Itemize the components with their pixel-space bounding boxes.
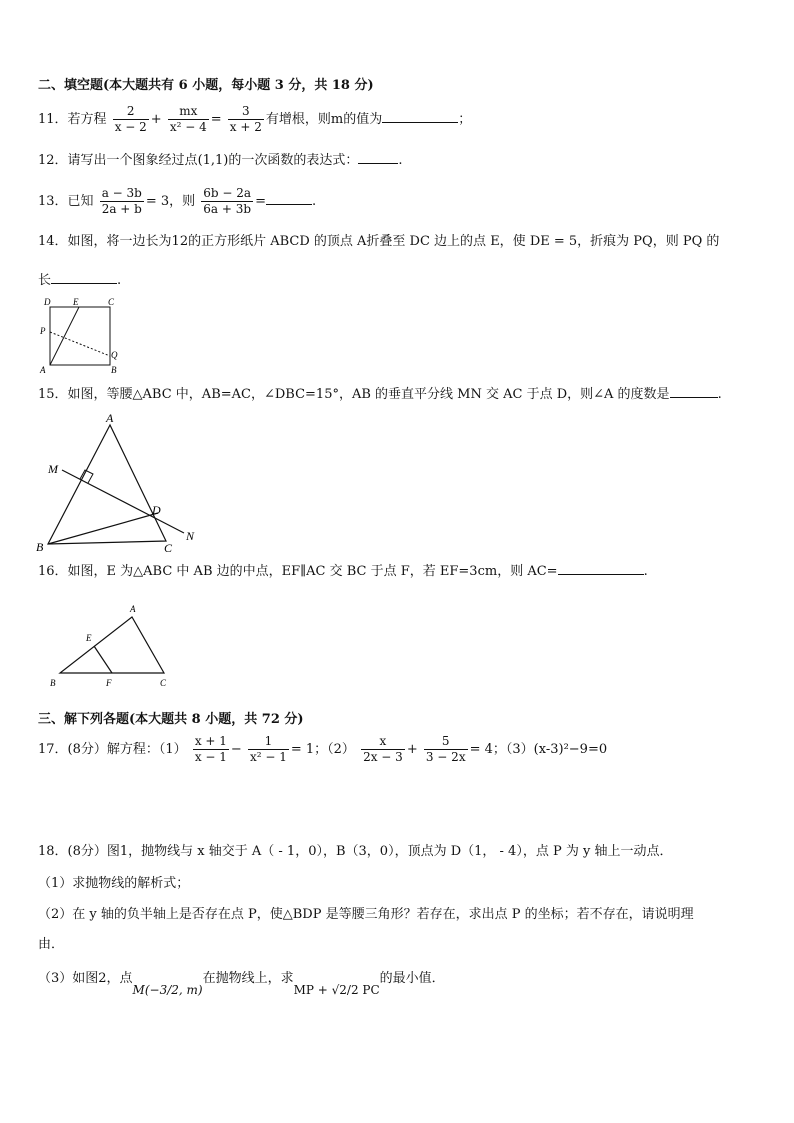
- label-c: C: [108, 297, 115, 307]
- min-expression: MP + √2/2 PC: [293, 983, 380, 997]
- segment-bd: [48, 513, 158, 544]
- question-14-line-2: [38, 272, 121, 289]
- question-17: [38, 734, 607, 765]
- segment-ef: [94, 646, 112, 673]
- question-15: [38, 386, 722, 403]
- q13-fraction-1: $\frac{a - 3b}{2a + b}$: [101, 186, 142, 216]
- q12-text-b: 的一次函数的表达式：: [228, 153, 359, 168]
- q13-number: 13．: [38, 194, 68, 209]
- q11-answer-blank[interactable]: [382, 111, 458, 123]
- question-18-part-2-cont: 由．: [38, 937, 65, 952]
- q16-text: 如图，E 为△ABC 中 AB 边的中点，EF∥AC 交 BC 于点 F，若 EF=3cm，则 AC=: [67, 564, 558, 579]
- question-13: [38, 186, 316, 217]
- q15-text: 如图，等腰△ABC 中，AB=AC，∠DBC=15°，AB 的垂直平分线 MN 交 AC 于点 D，则∠A 的度数是: [67, 387, 670, 402]
- q17-number: 17．: [38, 742, 68, 757]
- q14-square-figure: [36, 296, 126, 376]
- q17-fraction-3: $\frac{x}{2x - 3}$: [363, 734, 403, 764]
- q11-equals: =: [210, 112, 222, 127]
- point-m-expression: M(−3/2, m): [132, 983, 203, 997]
- q13-equals: =: [255, 194, 266, 209]
- q17-plus: +: [406, 742, 418, 757]
- q14-end: .: [117, 273, 122, 288]
- right-angle-mark: [80, 470, 93, 483]
- q17-fraction-1: $\frac{x + 1}{x - 1}$: [194, 734, 227, 764]
- question-18-line-1: [38, 844, 672, 860]
- label-d: D: [44, 297, 51, 307]
- label-a: A: [106, 411, 114, 425]
- q18-part-3-prefix: （3）如图2，点: [38, 971, 133, 986]
- q18-number: 18．: [38, 844, 68, 859]
- q18-part-3-end: 的最小值．: [379, 971, 445, 986]
- label-m: M: [48, 462, 58, 476]
- q13-end: .: [312, 194, 317, 209]
- label-e: E: [86, 633, 92, 643]
- label-a: A: [40, 365, 46, 375]
- q17-fraction-4: $\frac{5}{3 - 2x}$: [425, 734, 466, 764]
- q17-part-3: = 4；（3）(x-3)²−9=0: [469, 742, 608, 757]
- q18-intro: (8分）图1，抛物线与 x 轴交于 A（ - 1，0），B（3，0），顶点为 D（1， - 4），点 P 为 y 轴上一动点．: [67, 844, 673, 859]
- question-18-part-2: （2）在 y 轴的负半轴上是否存在点 P，使△BDP 是等腰三角形？若存在，求出点 P 的坐标；若不存在，请说明理: [38, 907, 694, 922]
- q16-end: .: [643, 564, 648, 579]
- q11-plus: +: [150, 112, 162, 127]
- label-b: B: [111, 365, 117, 375]
- label-p: P: [40, 326, 46, 336]
- q11-fraction-3: $\frac{3}{x + 2}$: [229, 104, 262, 134]
- label-c: C: [164, 541, 173, 555]
- q11-suffix: 有增根，则m的值为: [265, 112, 383, 127]
- q18-part-3-mid: 在抛物线上，求: [202, 971, 294, 986]
- label-c: C: [160, 678, 167, 688]
- q14-answer-blank[interactable]: [51, 272, 117, 284]
- q11-prefix: 若方程: [67, 112, 107, 127]
- question-18-part-3: [38, 970, 445, 997]
- q15-triangle-figure: [34, 410, 204, 555]
- q16-number: 16．: [38, 564, 68, 579]
- crease-pq: [50, 332, 110, 356]
- label-q: Q: [111, 350, 118, 360]
- triangle-abc: [60, 617, 164, 673]
- q13-prefix: 已知: [67, 194, 94, 209]
- question-12: [38, 152, 403, 169]
- line-mn: [62, 470, 184, 533]
- q13-mid: = 3，则: [145, 194, 196, 209]
- q12-answer-blank[interactable]: [358, 152, 398, 164]
- q15-number: 15．: [38, 387, 68, 402]
- label-b: B: [36, 540, 44, 554]
- q14-line-1: 如图，将一边长为12的正方形纸片 ABCD 的顶点 A折叠至 DC 边上的点 E，使 DE = 5，折痕为 PQ，则 PQ 的: [67, 234, 720, 249]
- section-2-title: 二、填空题(本大题共有 6 小题，每小题 3 分，共 18 分): [38, 78, 374, 93]
- q15-answer-blank[interactable]: [670, 386, 718, 398]
- q11-end: ；: [458, 112, 472, 127]
- segment-ae: [50, 307, 79, 365]
- q14-line-2-prefix: 长: [38, 273, 52, 288]
- q11-number: 11．: [38, 112, 68, 127]
- q11-fraction-1: $\frac{2}{x - 2}$: [114, 104, 147, 134]
- section-3-title: 三、解下列各题(本大题共 8 小题，共 72 分): [38, 712, 304, 727]
- label-f: F: [106, 678, 112, 688]
- label-d: D: [152, 503, 161, 517]
- q15-end: .: [717, 387, 722, 402]
- question-16: [38, 563, 648, 580]
- label-n: N: [186, 529, 195, 543]
- q14-number: 14．: [38, 234, 68, 249]
- question-18-part-1: （1）求抛物线的解析式；: [38, 876, 190, 891]
- q12-text-a: 请写出一个图象经过点: [67, 153, 198, 168]
- q17-part-2-label: = 1；（2）: [290, 742, 355, 757]
- triangle-abc: [48, 425, 166, 544]
- question-11: [38, 104, 471, 135]
- label-a: A: [130, 604, 136, 614]
- q13-fraction-2: $\frac{6b - 2a}{6a + 3b}$: [203, 186, 252, 216]
- q12-number: 12．: [38, 153, 68, 168]
- label-e: E: [73, 297, 79, 307]
- q12-point: (1,1): [197, 153, 229, 168]
- q17-minus: −: [230, 742, 242, 757]
- q16-triangle-figure: [46, 600, 176, 692]
- q16-answer-blank[interactable]: [558, 563, 644, 575]
- q13-answer-blank[interactable]: [266, 193, 312, 205]
- label-b: B: [50, 678, 56, 688]
- question-14: [38, 234, 719, 250]
- q11-fraction-2: $\frac{mx}{\text{x² − 4}}$: [169, 104, 207, 134]
- q12-end: .: [398, 153, 403, 168]
- q17-prefix: (8分）解方程：（1）: [67, 742, 187, 757]
- q17-fraction-2: $\frac{1}{\text{x² − 1}}$: [249, 734, 287, 764]
